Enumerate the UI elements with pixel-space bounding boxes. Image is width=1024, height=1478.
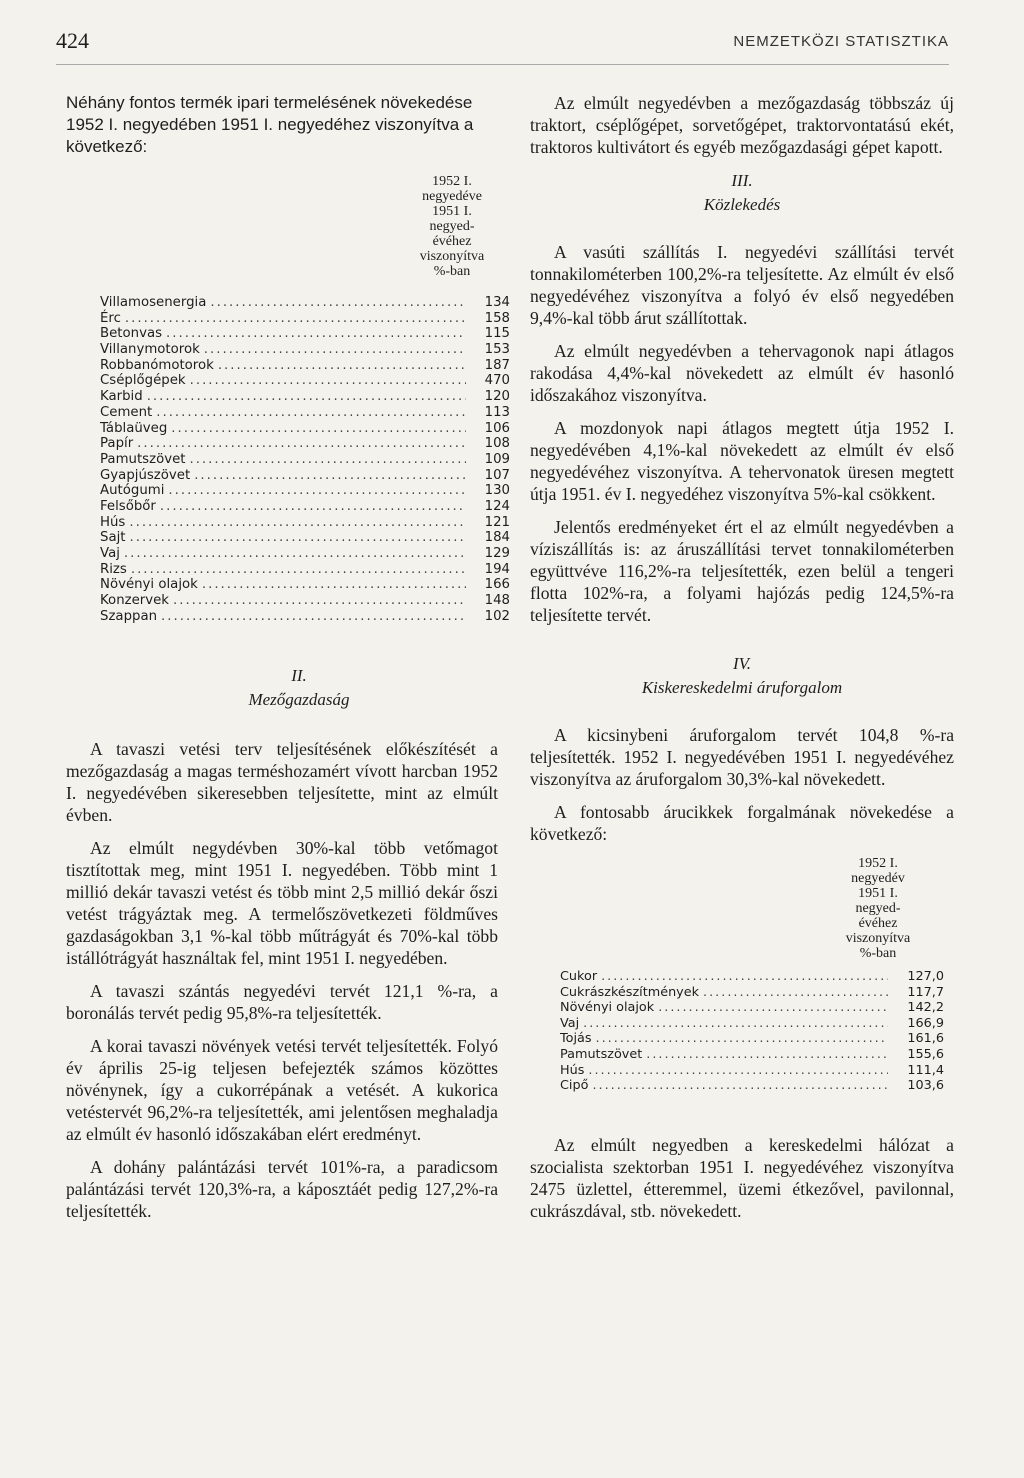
row-value: 184: [484, 530, 510, 546]
row-value: 113: [484, 404, 510, 420]
column-header-line: viszonyítva: [419, 249, 485, 264]
row-label: Vaj: [100, 546, 120, 561]
section-numeral: IV.: [732, 654, 752, 673]
table-row: [100, 405, 510, 421]
table-row: [560, 985, 944, 1001]
table-row: [100, 342, 510, 358]
row-label: Felsőbőr: [100, 498, 156, 514]
retail-table-column-header: [802, 856, 954, 961]
dot-leader: [147, 389, 466, 405]
table-row: [100, 562, 510, 578]
dot-leader: [588, 1063, 888, 1079]
section-numeral: III.: [731, 171, 753, 190]
column-header-line: 1952 I.: [432, 174, 472, 189]
row-label: Rizs: [100, 561, 127, 577]
section-heading-transport: [530, 169, 954, 217]
dot-leader: [130, 530, 467, 546]
table-row: [100, 373, 510, 389]
section-title: Közlekedés: [703, 195, 781, 214]
table-row: [560, 1063, 944, 1079]
section-heading-agriculture: [66, 664, 498, 712]
paragraph: Az elmúlt negydévben 30%-kal több vetőmagot tisztítottak meg, mint 1951 I. negyedében. Több mint 1 millió dekár tavaszi vetést és több mint 2,5 millió dekár őszi vetést trágyáztak meg. A termelőszövetkezeti földműves gazdaságokban 3,1 %-kal több műtrágyát és 70%-kal több istállótrágyát használtak fel, mint 1951 I. negyedében.: [66, 838, 498, 969]
industry-growth-table: [66, 174, 510, 624]
dot-leader: [125, 311, 466, 327]
row-value: 103,6: [907, 1078, 944, 1094]
row-label: Szappan: [100, 608, 158, 624]
row-label: Pamutszövet: [100, 451, 186, 467]
row-label: Konzervek: [100, 593, 169, 609]
table-row: [100, 452, 510, 468]
row-value: 155,6: [907, 1046, 944, 1062]
left-column: [66, 92, 510, 1233]
header-divider: [56, 64, 949, 65]
row-label: Betonvas: [100, 326, 163, 342]
table-row: [100, 436, 510, 452]
table-row: [100, 311, 510, 327]
row-value: 130: [484, 483, 510, 499]
table-row: [100, 499, 510, 515]
dot-leader: [161, 609, 466, 625]
row-label: Hús: [100, 514, 126, 530]
row-value: 470: [484, 373, 510, 389]
dot-leader: [166, 326, 466, 342]
dot-leader: [171, 421, 466, 437]
column-header-line: negyed-: [429, 219, 475, 234]
table-row: [560, 1031, 944, 1047]
column-header-line: negyedéve: [422, 189, 482, 204]
table-row: [100, 593, 510, 609]
row-label: Növényi olajok: [560, 1000, 655, 1016]
table-row: [560, 1047, 944, 1063]
dot-leader: [592, 1078, 888, 1094]
row-label: Pamutszövet: [560, 1046, 643, 1062]
dot-leader: [202, 577, 466, 593]
row-value: 102: [484, 608, 510, 624]
column-header-line: %-ban: [433, 264, 471, 279]
row-label: Tojás: [560, 1031, 592, 1047]
dot-leader: [129, 515, 466, 531]
industry-table-column-header: [366, 174, 538, 279]
dot-leader: [646, 1047, 888, 1063]
column-header-line: 1952 I.: [858, 856, 898, 871]
row-label: Villamosenergia: [100, 295, 207, 310]
row-label: Hús: [560, 1062, 585, 1078]
row-label: Villanymotorok: [100, 342, 200, 358]
row-value: 166,9: [907, 1015, 944, 1031]
row-label: Cséplőgépek: [100, 373, 186, 389]
paragraph: A vasúti szállítás I. negyedévi szállítási tervét tonnakilométerben 100,2%-ra teljesítette. Az elmúlt év első negyedévéhez viszonyítva a folyó év első negyedében 9,4%-kal több árut szállítottak.: [530, 242, 954, 328]
paragraph: Az elmúlt negyedben a kereskedelmi hálózat a szocialista szektorban 1951 I. negyedévéhez viszonyítva 2475 üzlettel, étteremmel, üzemi étkezővel, pavilonnal, cukrászdával, stb. növekedett.: [530, 1134, 954, 1221]
row-label: Vaj: [560, 1015, 580, 1031]
column-header-line: évéhez: [432, 234, 472, 249]
row-value: 161,6: [907, 1031, 944, 1047]
column-header-line: évéhez: [858, 916, 898, 931]
row-label: Cipő: [560, 1078, 589, 1094]
table-row: [100, 326, 510, 342]
dot-leader: [137, 436, 466, 452]
table-row: [560, 1000, 944, 1016]
paragraph: A tavaszi szántás negyedévi tervét 121,1 %-ra, a boronálás tervét pedig 95,8%-ra teljesítették.: [66, 981, 498, 1024]
paragraph: A mozdonyok napi átlagos megtett útja 1952 I. negyedévében 4,1%-kal növekedett az elmúlt év első negyedévéhez viszonyítva. A tehervonatok üresen megtett útja 1951. év I. negyedéhez viszonyítva 5%-kal csökkent.: [530, 418, 954, 504]
table-row: [100, 483, 510, 499]
dot-leader: [210, 295, 466, 311]
right-column: [530, 92, 954, 1233]
column-header-line: viszonyítva: [845, 931, 911, 946]
row-value: 153: [484, 342, 510, 358]
dot-leader: [658, 1000, 888, 1016]
paragraph: Az elmúlt negyedévben a tehervagonok napi átlagos rakodása 4,4%-kal növekedett az elmúlt év hasonló időszakához viszonyítva.: [530, 341, 954, 405]
paragraph: A dohány palántázási tervét 101%-ra, a paradicsom palántázási tervét 120,3%-ra, a káposztáét pedig 127,2%-ra teljesítették.: [66, 1157, 498, 1222]
row-value: 187: [484, 357, 510, 373]
table-row: [100, 515, 510, 531]
table-row: [100, 358, 510, 374]
paragraph: A korai tavaszi növények vetési tervét teljesítették. Folyó év április 25-ig teljesen befejezték számos közöttes növénynek, így a cukorrépának a vetését. A kukorica vetéstervét 96,2%-ra teljesítették, ami jelentősen meghaladja az elmúlt év hasonló időszakában elért eredményt.: [66, 1036, 498, 1145]
table-row: [100, 530, 510, 546]
dot-leader: [596, 1031, 888, 1047]
row-value: 124: [484, 498, 510, 514]
row-value: 109: [484, 451, 510, 467]
column-header-line: 1951 I.: [432, 204, 472, 219]
row-label: Sajt: [100, 530, 126, 546]
table-row: [100, 421, 510, 437]
dot-leader: [168, 483, 466, 499]
row-value: 127,0: [907, 969, 944, 984]
row-value: 129: [484, 546, 510, 561]
dot-leader: [173, 593, 466, 609]
table-row: [560, 969, 944, 985]
column-header-line: %-ban: [859, 946, 897, 961]
row-value: 121: [484, 514, 510, 530]
dot-leader: [194, 468, 466, 484]
dot-leader: [601, 969, 888, 985]
row-value: 142,2: [907, 1000, 944, 1016]
row-value: 115: [484, 326, 510, 342]
industry-table-body: [66, 295, 510, 624]
dot-leader: [156, 405, 466, 421]
row-label: Cukrászkészítmények: [560, 984, 700, 1000]
column-header-line: negyedév: [851, 871, 905, 886]
row-label: Érc: [100, 310, 121, 326]
section-numeral: II.: [291, 666, 307, 686]
row-value: 108: [484, 436, 510, 452]
row-label: Gyapjúszövet: [100, 467, 191, 483]
row-value: 134: [484, 295, 510, 310]
paragraph: A fontosabb árucikkek forgalmának növekedése a következő:: [530, 802, 954, 844]
row-label: Autógumi: [100, 483, 165, 499]
row-value: 166: [484, 577, 510, 593]
retail-growth-table: [530, 856, 954, 1094]
row-value: 120: [484, 389, 510, 405]
dot-leader: [204, 342, 466, 358]
row-label: Karbid: [100, 389, 143, 405]
paragraph: A tavaszi vetési terv teljesítésének előkészítését a mezőgazdaság a magas terméshozamért vívott harcban 1952 I. negyedévében sikeresebben teljesítette, mint az elmúlt évben.: [66, 739, 498, 826]
row-label: Növényi olajok: [100, 577, 198, 593]
row-label: Cukor: [560, 969, 598, 984]
table-row: [100, 609, 510, 625]
column-header-line: 1951 I.: [858, 886, 898, 901]
section-title: Kiskereskedelmi áruforgalom: [641, 678, 843, 697]
section-title: Mezőgazdaság: [248, 690, 350, 710]
row-label: Robbanómotorok: [100, 357, 214, 373]
table-row: [100, 577, 510, 593]
row-value: 194: [484, 561, 510, 577]
row-label: Cement: [100, 404, 153, 420]
row-value: 111,4: [907, 1062, 944, 1078]
table-row: [560, 1016, 944, 1032]
row-label: Táblaüveg: [100, 420, 168, 436]
row-value: 117,7: [907, 984, 944, 1000]
running-header-title: NEMZETKÖZI STATISZTIKA: [733, 33, 949, 50]
dot-leader: [131, 562, 466, 578]
paragraph: Jelentős eredményeket ért el az elmúlt negyedévben a víziszállítás is: az áruszállítási tervet tonnakilométerben együttvéve 116,2%-ra teljesítették, ezen belül a tengeri flotta 102%-ra, a folyami hajózás pedig 124,5%-ra teljesítette tervét.: [530, 517, 954, 625]
dot-leader: [124, 546, 466, 562]
row-value: 106: [484, 420, 510, 436]
table-row: [100, 468, 510, 484]
dot-leader: [189, 452, 466, 468]
table-row: [100, 546, 510, 562]
row-value: 158: [484, 310, 510, 326]
dot-leader: [190, 373, 466, 389]
paragraph: A kicsinybeni áruforgalom tervét 104,8 %-ra teljesítették. 1952 I. negyedévében 1951 I. negyedévéhez viszonyítva az áruforgalom 30,3%-kal növekedett.: [530, 725, 954, 789]
dot-leader: [583, 1016, 888, 1032]
paragraph: Az elmúlt negyedévben a mezőgazdaság többszáz új traktort, cséplőgépet, sorvetőgépet, traktorvontatású ekét, traktoros kultivátort és egyéb mezőgazdasági gépet kapott.: [530, 93, 954, 157]
section-heading-retail: [530, 652, 954, 700]
retail-table-body: [530, 969, 954, 1094]
industry-intro-paragraph: Néhány fontos termék ipari termelésének növekedése 1952 I. negyedében 1951 I. negyedéhez viszonyítva a következő:: [66, 93, 474, 156]
row-value: 107: [484, 467, 510, 483]
column-header-line: negyed-: [855, 901, 901, 916]
dot-leader: [703, 985, 888, 1001]
dot-leader: [160, 499, 466, 515]
table-row: [560, 1078, 944, 1094]
page-number: 424: [56, 28, 89, 53]
table-row: [100, 295, 510, 311]
dot-leader: [218, 358, 466, 374]
table-row: [100, 389, 510, 405]
row-value: 148: [484, 593, 510, 609]
row-label: Papír: [100, 436, 134, 452]
